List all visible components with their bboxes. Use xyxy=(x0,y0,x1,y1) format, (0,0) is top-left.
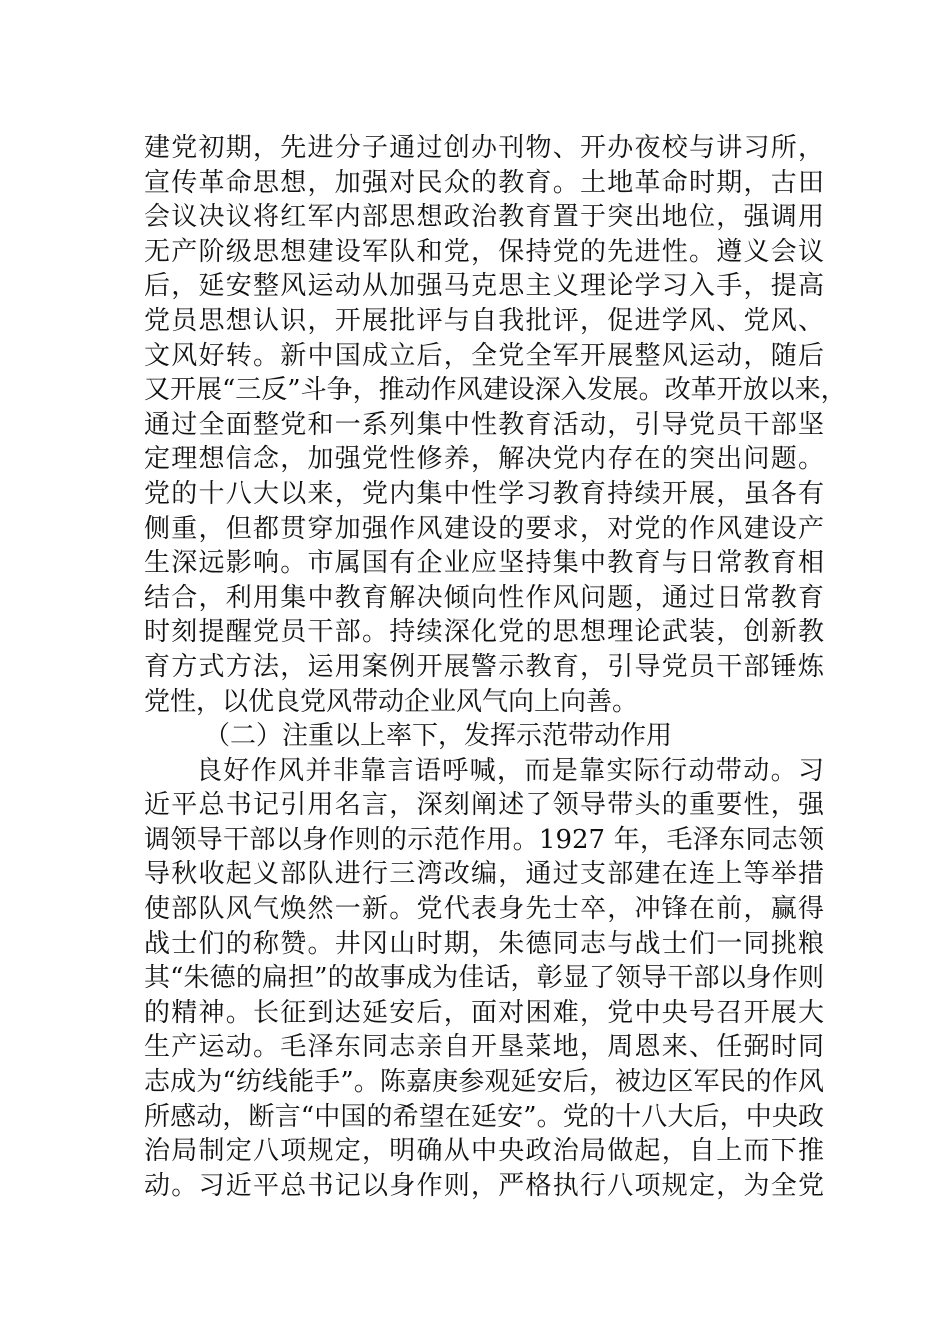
text-line: 又开展“三反”斗争，推动作风建设深入发展。改革开放以来， xyxy=(144,375,847,406)
text-line: 宣传革命思想，加强对民众的教育。土地革命时期，古田 xyxy=(144,167,824,198)
text-line: 使部队风气焕然一新。党代表身先士卒，冲锋在前，赢得 xyxy=(144,894,824,925)
text-line: 侧重，但都贯穿加强作风建设的要求，对党的作风建设产 xyxy=(144,513,824,544)
text-line: 志成为“纺线能手”。陈嘉庚参观延安后，被边区军民的作风 xyxy=(144,1067,824,1098)
body-text xyxy=(144,131,847,1203)
text-line: 文风好转。新中国成立后，全党全军开展整风运动，随后 xyxy=(144,340,824,371)
text-line: 所感动，断言“中国的希望在延安”。党的十八大后，中央政 xyxy=(144,1101,824,1132)
text-line: 建党初期，先进分子通过创办刊物、开办夜校与讲习所， xyxy=(144,133,824,163)
section-heading: （二）注重以上率下，发挥示范带动作用 xyxy=(204,721,673,752)
text-line: 良好作风并非靠言语呼喊，而是靠实际行动带动。习 xyxy=(196,755,824,786)
text-line: 生产运动。毛泽东同志亲自开垦菜地，周恩来、任弼时同 xyxy=(144,1032,824,1063)
text-line: 的精神。长征到达延安后，面对困难，党中央号召开展大 xyxy=(144,997,824,1028)
text-line: 后，延安整风运动从加强马克思主义理论学习入手，提高 xyxy=(144,271,824,302)
text-line: 通过全面整党和一系列集中性教育活动，引导党员干部坚 xyxy=(144,409,824,440)
text-line: 动。习近平总书记以身作则，严格执行八项规定，为全党 xyxy=(144,1170,824,1201)
text-line: 结合，利用集中教育解决倾向性作风问题，通过日常教育 xyxy=(144,582,824,613)
paragraph-1 xyxy=(144,131,847,719)
text-line: 无产阶级思想建设军队和党，保持党的先进性。遵义会议 xyxy=(144,236,824,267)
text-line: 导秋收起义部队进行三湾改编，通过支部建在连上等举措 xyxy=(144,859,824,890)
text-line: 近平总书记引用名言，深刻阐述了领导带头的重要性，强 xyxy=(144,790,824,821)
text-line: 党性，以优良党风带动企业风气向上向善。 xyxy=(144,686,639,717)
text-line: 党员思想认识，开展批评与自我批评，促进学风、党风、 xyxy=(144,305,824,336)
text-line: 调领导干部以身作则的示范作用。1927 年，毛泽东同志领 xyxy=(144,824,824,855)
text-line: 会议决议将红军内部思想政治教育置于突出地位，强调用 xyxy=(144,202,824,233)
text-line: 治局制定八项规定，明确从中央政治局做起，自上而下推 xyxy=(144,1136,824,1167)
text-line: 其“朱德的扁担”的故事成为佳话，彰显了领导干部以身作则 xyxy=(144,963,824,994)
text-line: 生深远影响。市属国有企业应坚持集中教育与日常教育相 xyxy=(144,548,824,579)
text-line: 育方式方法，运用案例开展警示教育，引导党员干部锤炼 xyxy=(144,651,824,682)
text-line: 党的十八大以来，党内集中性学习教育持续开展，虽各有 xyxy=(144,478,824,509)
paragraph-2 xyxy=(144,754,824,1204)
text-line: 战士们的称赞。井冈山时期，朱德同志与战士们一同挑粮 xyxy=(144,928,824,959)
text-line: 定理想信念，加强党性修养，解决党内存在的突出问题。 xyxy=(144,444,824,475)
text-line: 时刻提醒党员干部。持续深化党的思想理论武装，创新教 xyxy=(144,617,824,648)
